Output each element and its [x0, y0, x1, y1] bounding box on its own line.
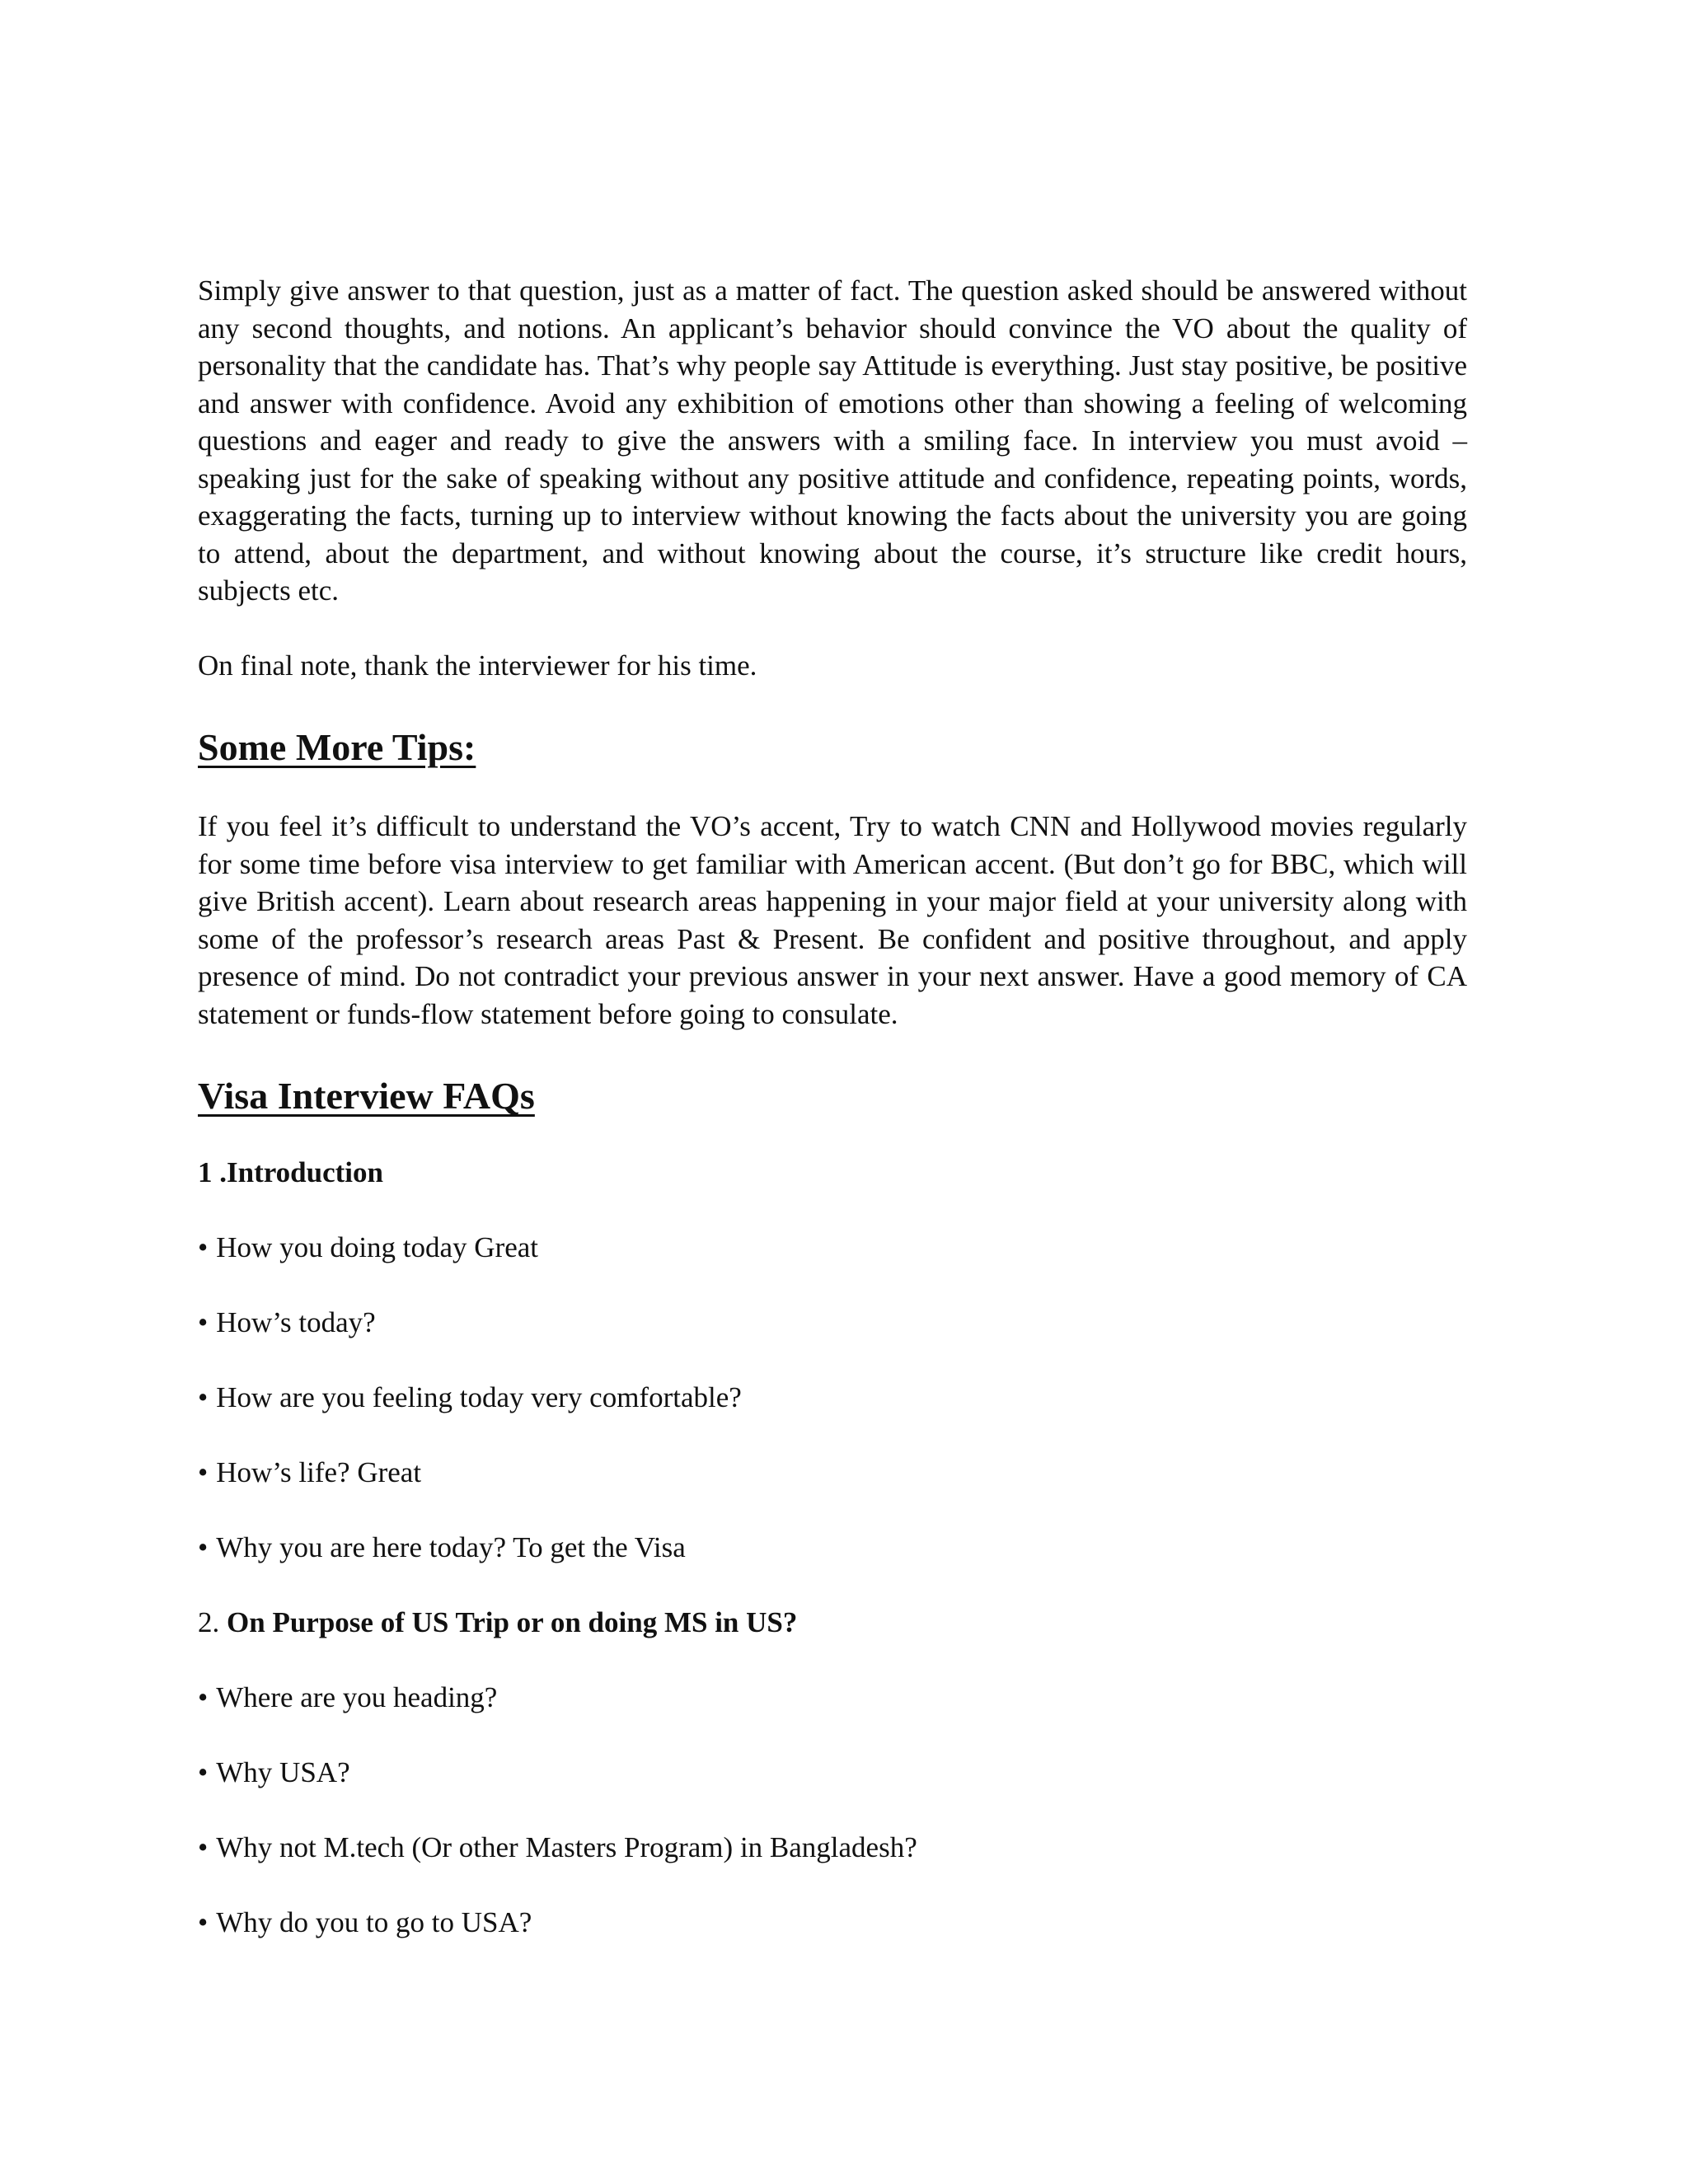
faq-section-label: On Purpose of US Trip or on doing MS in US? — [227, 1606, 798, 1638]
faq-question-text: Why do you to go to USA? — [216, 1906, 532, 1938]
bullet-icon: • — [198, 1531, 209, 1563]
faqs-heading: Visa Interview FAQs — [198, 1075, 535, 1117]
bullet-icon: • — [198, 1831, 209, 1863]
document-page — [198, 272, 1467, 1941]
faq-section-number: 1 .Introduction — [198, 1156, 383, 1188]
faq-question — [198, 1304, 1467, 1341]
bullet-icon: • — [198, 1231, 209, 1263]
faq-section-title — [198, 1154, 1467, 1191]
faq-question — [198, 1679, 1467, 1716]
faq-question-text: How you doing today Great — [216, 1231, 539, 1263]
faq-question — [198, 1379, 1467, 1416]
bullet-icon: • — [198, 1756, 209, 1788]
bullet-icon: • — [198, 1456, 209, 1488]
faq-question-text: Why not M.tech (Or other Masters Program) in Bangladesh? — [216, 1831, 917, 1863]
faq-question — [198, 1754, 1467, 1791]
bullet-icon: • — [198, 1306, 209, 1338]
faq-question-text: How’s today? — [216, 1306, 376, 1338]
faq-question-text: Where are you heading? — [216, 1681, 498, 1713]
tips-heading: Some More Tips: — [198, 726, 476, 768]
faq-section-title — [198, 1604, 1467, 1641]
bullet-icon: • — [198, 1381, 209, 1413]
final-note-paragraph: On final note, thank the interviewer for his time. — [198, 649, 757, 682]
bullet-icon: • — [198, 1906, 209, 1938]
faq-question-text: Why you are here today? To get the Visa — [216, 1531, 686, 1563]
faq-question — [198, 1454, 1467, 1491]
faq-question-text: Why USA? — [216, 1756, 350, 1788]
intro-paragraph: Simply give answer to that question, just as a matter of fact. The question asked should be answered without any second thoughts, and notions. An applicant’s behavior should convince the VO about the quality of personality that the candidate has. That’s why people say Attitude is everything. Just stay positive, be positive and answer with confidence. Avoid any exhibition of emotions other than showing a feeling of welcoming questions and eager and ready to give the answers with a smiling face. In interview you must avoid – speaking just for the sake of speaking without any positive attitude and confidence, repeating points, words, exaggerating the facts, turning up to interview without knowing the facts about the university you are going to attend, about the department, and without knowing about the course, it’s structure like credit hours, subjects etc. — [198, 274, 1467, 607]
faq-question — [198, 1904, 1467, 1941]
tips-paragraph: If you feel it’s difficult to understand the VO’s accent, Try to watch CNN and Hollywood movies regularly for some time before visa interview to get familiar with American accent. (But don’t go for BBC, which will give British accent). Learn about research areas happening in your major field at your university along with some of the professor’s research areas Past & Present. Be confident and positive throughout, and apply presence of mind. Do not contradict your previous answer in your next answer. Have a good memory of CA statement or funds-flow statement before going to consulate. — [198, 810, 1467, 1030]
faq-section-number: 2. — [198, 1606, 227, 1638]
faq-question-text: How’s life? Great — [216, 1456, 422, 1488]
faq-question — [198, 1529, 1467, 1566]
faq-question — [198, 1829, 1467, 1866]
faq-question — [198, 1229, 1467, 1266]
bullet-icon: • — [198, 1681, 209, 1713]
faq-question-text: How are you feeling today very comfortable? — [216, 1381, 742, 1413]
